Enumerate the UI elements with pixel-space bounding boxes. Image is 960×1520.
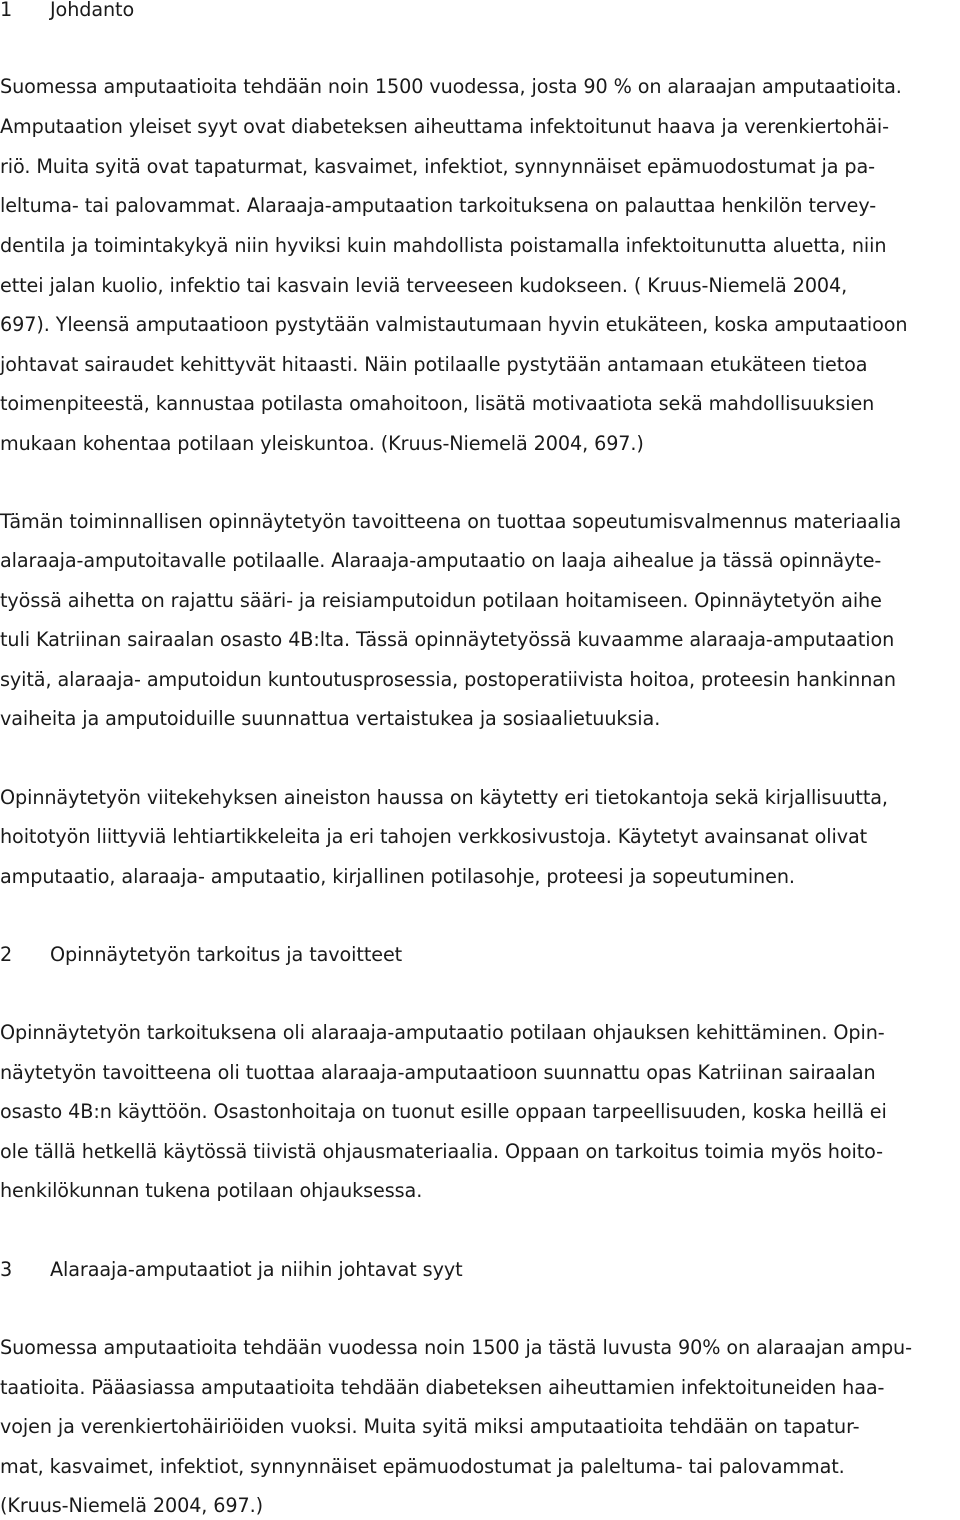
body-line: hoitotyön liittyviä lehtiartikkeleita ja eri tahojen verkkosivustoja. Käytetyt avainsanat olivat <box>0 825 868 848</box>
body-line: vaiheita ja amputoiduille suunnattua vertaistukea ja sosiaalietuuksia. <box>0 707 661 730</box>
body-line: 697). Yleensä amputaatioon pystytään valmistautumaan hyvin etukäteen, koska amputaatioon <box>0 313 908 336</box>
section-number: 2 <box>0 943 13 966</box>
body-line: johtavat sairaudet kehittyvät hitaasti. Näin potilaalle pystytään antamaan etukäteen tietoa <box>0 353 868 376</box>
body-line: Suomessa amputaatioita tehdään noin 1500 vuodessa, josta 90 % on alaraajan amputaatioita. <box>0 75 902 98</box>
section-3-heading <box>0 1258 463 1282</box>
body-line: toimenpiteestä, kannustaa potilasta omahoitoon, lisätä motivaatiota sekä mahdollisuuksien <box>0 392 875 415</box>
body-line: Tämän toiminnallisen opinnäytetyön tavoitteena on tuottaa sopeutumisvalmennus materiaalia <box>0 510 902 533</box>
section-title: Opinnäytetyön tarkoitus ja tavoitteet <box>50 943 403 966</box>
body-line: Opinnäytetyön viitekehyksen aineiston haussa on käytetty eri tietokantoja sekä kirjallisuutta, <box>0 786 888 809</box>
body-line: osasto 4B:n käyttöön. Osastonhoitaja on tuonut esille oppaan tarpeellisuuden, koska heillä ei <box>0 1100 887 1123</box>
section-number: 3 <box>0 1258 13 1281</box>
body-line: vojen ja verenkiertohäiriöiden vuoksi. Muita syitä miksi amputaatioita tehdään on tapatur- <box>0 1415 860 1438</box>
body-line: riö. Muita syitä ovat tapaturmat, kasvaimet, infektiot, synnynnäiset epämuodostumat ja pa- <box>0 155 875 178</box>
body-line: henkilökunnan tukena potilaan ohjauksessa. <box>0 1179 423 1202</box>
body-line: työssä aihetta on rajattu sääri- ja reisiamputoidun potilaan hoitamiseen. Opinnäytetyön aihe <box>0 589 882 612</box>
body-line: tuli Katriinan sairaalan osasto 4B:lta. Tässä opinnäytetyössä kuvaamme alaraaja-amputaation <box>0 628 895 651</box>
body-line: Suomessa amputaatioita tehdään vuodessa noin 1500 ja tästä luvusta 90% on alaraajan ampu- <box>0 1336 912 1359</box>
body-line: taatioita. Pääasiassa amputaatioita tehdään diabeteksen aiheuttamien infektoituneiden haa- <box>0 1376 885 1399</box>
body-line: Amputaation yleiset syyt ovat diabeteksen aiheuttama infektoitunut haava ja verenkiertohäi- <box>0 115 889 138</box>
section-title: Johdanto <box>50 0 135 21</box>
section-title: Alaraaja-amputaatiot ja niihin johtavat syyt <box>50 1258 463 1281</box>
section-number: 1 <box>0 0 13 21</box>
body-line: Opinnäytetyön tarkoituksena oli alaraaja-amputaatio potilaan ohjauksen kehittäminen. Opin- <box>0 1021 885 1044</box>
body-line: mukaan kohentaa potilaan yleiskuntoa. (Kruus-Niemelä 2004, 697.) <box>0 432 644 455</box>
body-line: ettei jalan kuolio, infektio tai kasvain leviä terveeseen kudokseen. ( Kruus-Niemelä 2004, <box>0 274 848 297</box>
body-line: mat, kasvaimet, infektiot, synnynnäiset epämuodostumat ja paleltuma- tai palovammat. <box>0 1455 845 1478</box>
section-1-heading <box>0 0 134 22</box>
body-line: (Kruus-Niemelä 2004, 697.) <box>0 1494 264 1517</box>
body-line: alaraaja-amputoitavalle potilaalle. Alaraaja-amputaatio on laaja aihealue ja tässä opinnäyte- <box>0 549 882 572</box>
section-2-heading <box>0 943 402 967</box>
body-line: leltuma- tai palovammat. Alaraaja-amputaation tarkoituksena on palauttaa henkilön tervey- <box>0 194 877 217</box>
body-line: ole tällä hetkellä käytössä tiivistä ohjausmateriaalia. Oppaan on tarkoitus toimia myös hoito- <box>0 1140 883 1163</box>
body-line: näytetyön tavoitteena oli tuottaa alaraaja-amputaatioon suunnattu opas Katriinan sairaalan <box>0 1061 876 1084</box>
body-line: syitä, alaraaja- amputoidun kuntoutusprosessia, postoperatiivista hoitoa, proteesin hankinnan <box>0 668 896 691</box>
body-line: dentila ja toimintakykyä niin hyviksi kuin mahdollista poistamalla infektoitunutta aluetta, niin <box>0 234 887 257</box>
body-line: amputaatio, alaraaja- amputaatio, kirjallinen potilasohje, proteesi ja sopeutuminen. <box>0 865 795 888</box>
